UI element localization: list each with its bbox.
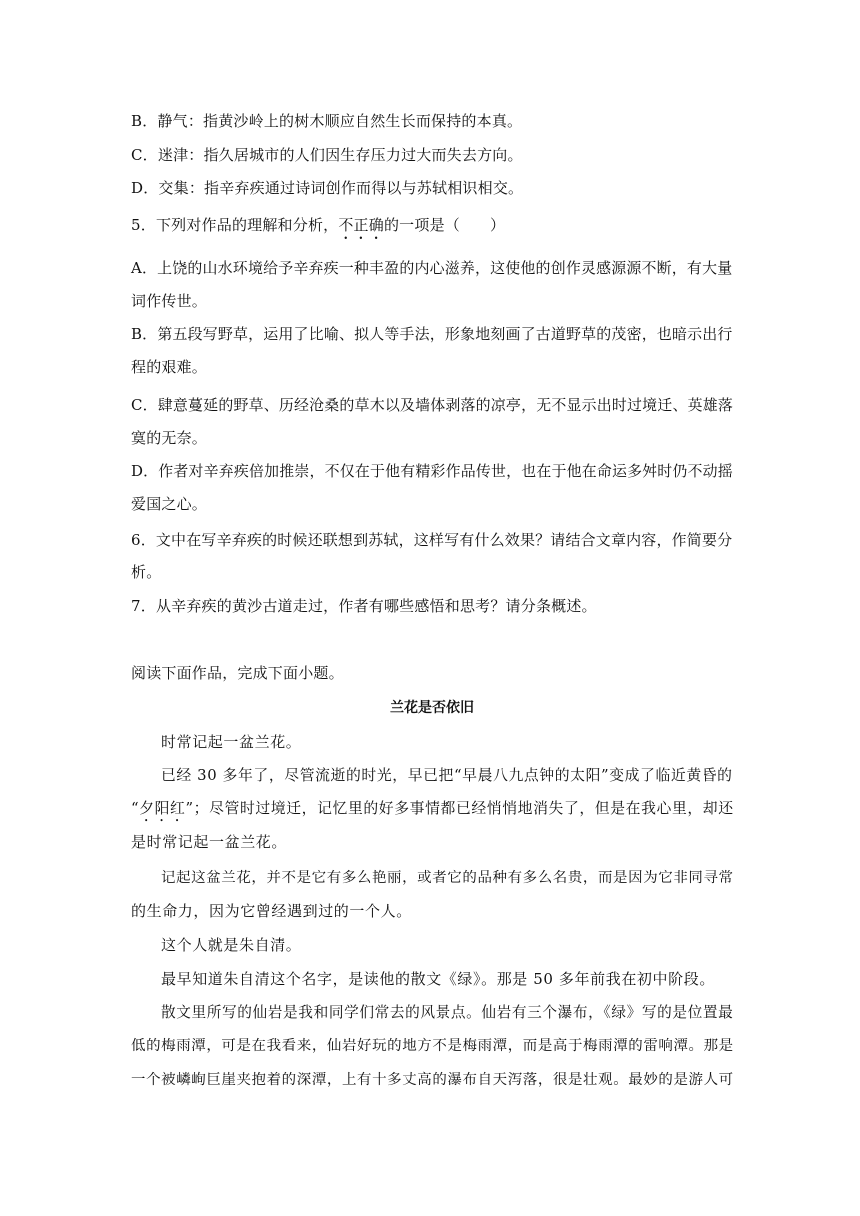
quote-open: “: [131, 800, 140, 817]
question-7: 7．从辛弃疾的黄沙古道走过，作者有哪些感悟和思考？请分条概述。: [131, 597, 597, 615]
reading-instruction: 阅读下面作品，完成下面小题。: [131, 664, 344, 682]
q5-label: 的一项是（: [383, 216, 460, 234]
article-p4: 这个人就是朱自清。: [161, 936, 302, 954]
q5-option-c-line1: C．肆意蔓延的野草、历经沧桑的草木以及墙体剥落的凉亭，无不显示出时过境迁、英雄落: [131, 396, 733, 414]
q5-option-a-line1: A．上饶的山水环境给予辛弃疾一种丰盈的内心滋养，这使他的创作灵感源源不断，有大量: [131, 259, 733, 277]
article-p3-line2: 的生命力，因为它曾经遇到过的一个人。: [131, 902, 412, 920]
p2-emphasis: 夕阳红: [139, 800, 186, 817]
q4-option-c: C．迷津：指久居城市的人们因生存压力过大而失去方向。: [131, 146, 523, 164]
q5-option-d-line2: 爱国之心。: [131, 495, 208, 513]
question-6-line2: 析。: [131, 563, 162, 581]
q5-option-c-line2: 寞的无奈。: [131, 429, 208, 447]
article-p6-line3: 一个被嶙峋巨崖夹抱着的深潭，上有十多丈高的瀑布自天泻落，很是壮观。最妙的是游人可: [131, 1072, 734, 1088]
q5-close-paren: ）: [489, 216, 506, 234]
p2-line2-rest: ”；尽管时过境迁，记忆里的好多事情都已经悄悄地消失了，但是在我心里，却还: [185, 800, 734, 817]
question-6-line1: 6．文中在写辛弃疾的时候还联想到苏轼，这样写有什么效果？请结合文章内容，作简要分: [131, 531, 733, 549]
q5-option-a-line2: 词作传世。: [131, 292, 208, 310]
q5-prefix: 5．下列对作品的理解和分析，: [131, 216, 339, 234]
q5-option-b-line2: 程的艰难。: [131, 358, 208, 376]
article-p2-line1: 已经 30 多年了，尽管流逝的时光，早已把“早晨八九点钟的太阳”变成了临近黄昏的: [161, 767, 733, 784]
article-p6-line2: 低的梅雨潭，可是在我看来，仙岩好玩的地方不是梅雨潭，而是高于梅雨潭的雷响潭。那是: [131, 1038, 734, 1054]
q4-option-d: D．交集：指辛弃疾通过诗词创作而得以与苏轼相识相交。: [131, 179, 524, 197]
question-5-stem: [131, 215, 733, 243]
q5-option-b-line1: B．第五段写野草，运用了比喻、拟人等手法，形象地刻画了古道野草的茂密，也暗示出行: [131, 325, 733, 343]
q5-emphasis: 不正确: [338, 216, 384, 234]
article-p3-line1: 记起这盆兰花，并不是它有多么艳丽，或者它的品种有多么名贵，而是因为它非同寻常: [161, 870, 734, 886]
article-p1: 时常记起一盆兰花。: [161, 733, 302, 751]
q5-option-d-line1: D．作者对辛弃疾倍加推崇，不仅在于他有精彩作品传世，也在于他在命运多舛时仍不动摇: [131, 462, 733, 480]
q4-option-b: B．静气：指黄沙岭上的树木顺应自然生长而保持的本真。: [131, 112, 523, 130]
article-p6-line1: 散文里所写的仙岩是我和同学们常去的风景点。仙岩有三个瀑布，《绿》写的是位置最: [161, 1004, 734, 1021]
article-p2-line3: 是时常记起一盆兰花。: [131, 833, 288, 851]
article-title: 兰花是否依旧: [390, 700, 474, 716]
article-p2-line2: [131, 799, 733, 825]
article-p5: 最早知道朱自清这个名字，是读他的散文《绿》。那是 50 多年前我在初中阶段。: [161, 970, 715, 988]
